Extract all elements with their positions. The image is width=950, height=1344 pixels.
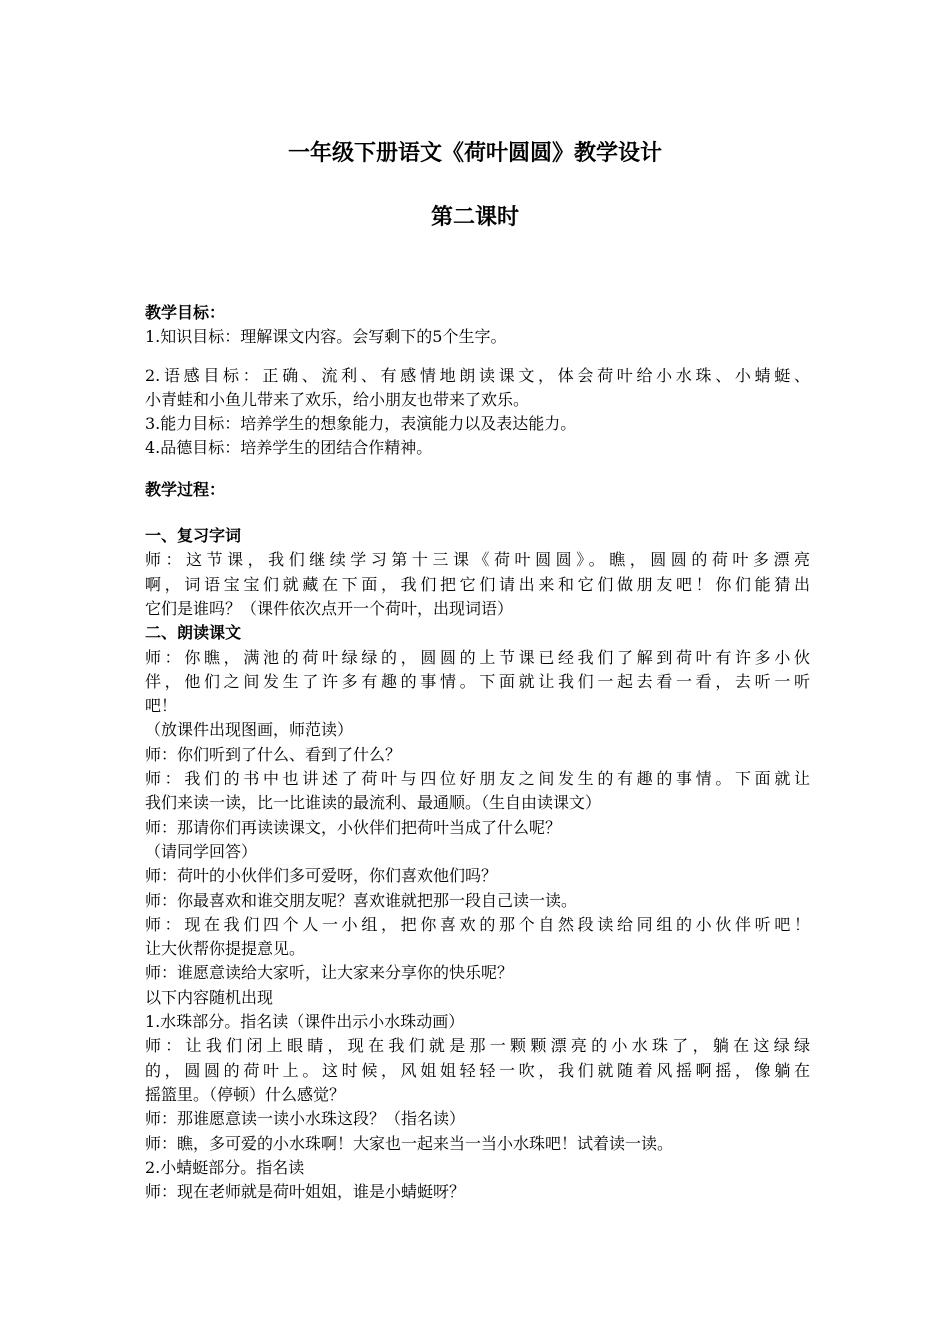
paragraph bbox=[145, 913, 810, 962]
paragraph bbox=[145, 1010, 810, 1034]
text-line: 师：这节课，我们继续学习第十三课《荷叶圆圆》。瞧，圆圆的荷叶多漂亮 bbox=[145, 550, 810, 570]
section1-heading: 一、复习字词 bbox=[145, 526, 242, 546]
text-line: 摇篮里。（停顿）什么感觉？ bbox=[145, 1084, 346, 1104]
text-line: 师：现在老师就是荷叶姐姐，谁是小蜻蜓呀？ bbox=[145, 1182, 466, 1202]
text-line: 2.语感目标：正确、流利、有感情地朗读课文，体会荷叶给小水珠、小蜻蜓、 bbox=[145, 365, 810, 385]
text-line: 师：荷叶的小伙伴们多可爱呀，你们喜欢他们吗？ bbox=[145, 866, 498, 886]
text-line: 小青蛙和小鱼儿带来了欢乐，给小朋友也带来了欢乐。 bbox=[145, 389, 530, 409]
document-subtitle: 第二课时 bbox=[430, 204, 519, 230]
text-line: （放课件出现图画，师范读） bbox=[145, 720, 354, 740]
paragraph bbox=[145, 816, 810, 840]
paragraph bbox=[145, 1107, 810, 1131]
text-line: 师：让我们闭上眼睛，现在我们就是那一颗颗漂亮的小水珠了，躺在这绿绿 bbox=[145, 1036, 810, 1056]
paragraph bbox=[145, 840, 810, 864]
text-line: 啊，词语宝宝们就藏在下面，我们把它们请出来和它们做朋友吧！你们能猜出 bbox=[145, 574, 810, 594]
text-line: （请同学回答） bbox=[145, 841, 258, 861]
text-line: 以下内容随机出现 bbox=[145, 987, 274, 1007]
goal-item-4 bbox=[145, 436, 810, 460]
text-line: 师：瞧，多可爱的小水珠啊！大家也一起来当一当小水珠吧！试着读一读。 bbox=[145, 1133, 674, 1153]
paragraph bbox=[145, 986, 810, 1010]
paragraph bbox=[145, 767, 810, 816]
paragraph bbox=[145, 1132, 810, 1156]
text-line: 师：你最喜欢和谁交朋友呢？喜欢谁就把那一段自己读一读。 bbox=[145, 890, 578, 910]
text-line: 师：你们听到了什么、看到了什么？ bbox=[145, 744, 402, 764]
document-body bbox=[145, 301, 810, 1204]
text-line: 4.品德目标：培养学生的团结合作精神。 bbox=[145, 438, 433, 458]
text-line: 师：你瞧，满池的荷叶绿绿的，圆圆的上节课已经我们了解到荷叶有许多小伙 bbox=[145, 647, 810, 667]
text-line: 的，圆圆的荷叶上。这时候，风姐姐轻轻一吹，我们就随着风摇啊摇，像躺在 bbox=[145, 1060, 810, 1080]
text-line: 让大伙帮你提提意见。 bbox=[145, 939, 306, 959]
text-line: 它们是谁吗？（课件依次点开一个荷叶，出现词语） bbox=[145, 598, 514, 618]
text-line: 吧！ bbox=[145, 696, 178, 716]
text-line: 师：那请你们再读读课文，小伙伴们把荷叶当成了什么呢？ bbox=[145, 817, 562, 837]
paragraph bbox=[145, 961, 810, 985]
text-line: 1.水珠部分。指名读（课件出示小水珠动画） bbox=[145, 1012, 465, 1032]
text-line: 1.知识目标：理解课文内容。会写剩下的5个生字。 bbox=[145, 327, 507, 347]
document-title: 一年级下册语文《荷叶圆圆》教学设计 bbox=[287, 140, 662, 166]
section2-heading: 二、朗读课文 bbox=[145, 623, 242, 643]
text-line: 师：谁愿意读给大家听，让大家来分享你的快乐呢？ bbox=[145, 963, 514, 983]
text-line: 我们来读一读，比一比谁读的最流利、最通顺。（生自由读课文） bbox=[145, 793, 602, 813]
goal-item-2 bbox=[145, 364, 810, 413]
paragraph bbox=[145, 889, 810, 913]
text-line: 师：我们的书中也讲述了荷叶与四位好朋友之间发生的有趣的事情。下面就让 bbox=[145, 769, 810, 789]
text-line: 师：现在我们四个人一小组，把你喜欢的那个自然段读给同组的小伙伴听吧！ bbox=[145, 914, 810, 934]
paragraph bbox=[145, 1034, 810, 1107]
paragraph bbox=[145, 864, 810, 888]
goal-item-3 bbox=[145, 412, 810, 436]
goal-item-1 bbox=[145, 325, 810, 349]
text-line: 伴，他们之间发生了许多有趣的事情。下面就让我们一起去看一看，去听一听 bbox=[145, 671, 810, 691]
paragraph bbox=[145, 718, 810, 742]
paragraph bbox=[145, 548, 810, 621]
process-heading: 教学过程： bbox=[145, 479, 226, 499]
paragraph bbox=[145, 646, 810, 719]
paragraph bbox=[145, 1180, 810, 1204]
text-line: 师：那谁愿意读一读小水珠这段？（指名读） bbox=[145, 1109, 466, 1129]
text-line: 2.小蜻蜓部分。指名读 bbox=[145, 1157, 305, 1177]
paragraph bbox=[145, 743, 810, 767]
paragraph bbox=[145, 1156, 810, 1180]
text-line: 3.能力目标：培养学生的想象能力，表演能力以及表达能力。 bbox=[145, 414, 577, 434]
goals-heading: 教学目标： bbox=[145, 303, 226, 322]
